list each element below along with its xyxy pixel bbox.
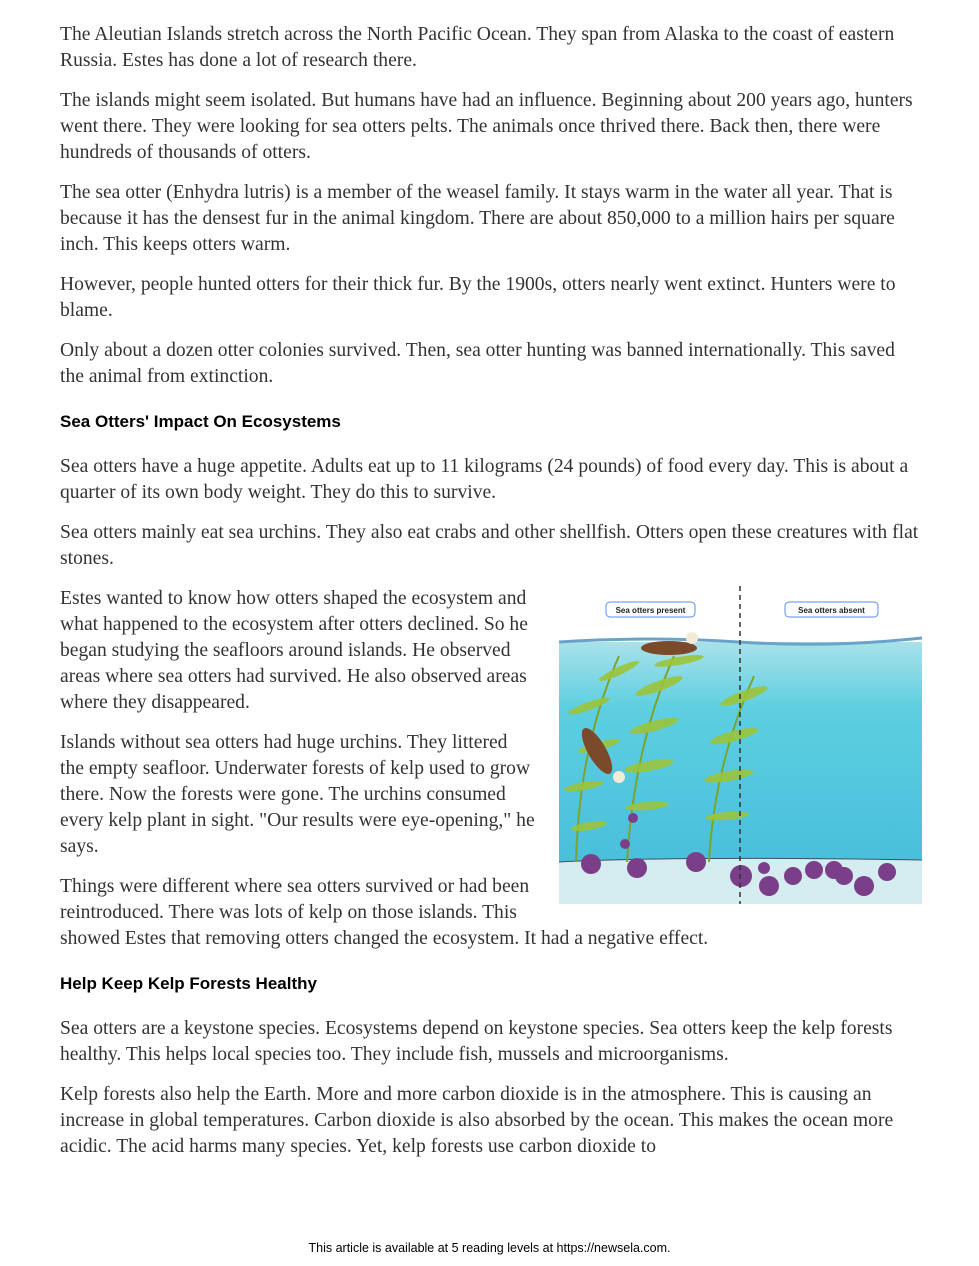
paragraph: The islands might seem isolated. But humans have had an influence. Beginning about 200 years ago, hunters went there. They were looking for sea otters pelts. The animals once thrived there. Back then, there were hundreds of thousands of otters.	[60, 90, 913, 163]
label-otters-absent: Sea otters absent	[798, 606, 865, 615]
kelp-forest-illustration	[559, 586, 922, 904]
page-footer: This article is available at 5 reading levels at https://newsela.com.	[308, 1241, 671, 1255]
paragraph: The sea otter (Enhydra lutris) is a member of the weasel family. It stays warm in the water all year. That is because it has the densest fur in the animal kingdom. There are about 850,000 to a million hairs per square inch. This keeps otters warm.	[60, 182, 895, 255]
paragraph: Sea otters are a keystone species. Ecosystems depend on keystone species. Sea otters keep the kelp forests healthy. This helps local species too. They include fish, mussels and microorganisms.	[60, 1018, 893, 1065]
paragraph: Sea otters mainly eat sea urchins. They also eat crabs and other shellfish. Otters open these creatures with flat stones.	[60, 522, 919, 569]
paragraph: Islands without sea otters had huge urchins. They littered the empty seafloor. Underwater forests of kelp used to grow there. Now the forests were gone. The urchins consumed every kelp plant in sight. "Our results were eye-opening," he says.	[60, 732, 535, 857]
article-body	[60, 22, 920, 1174]
section-heading: Help Keep Kelp Forests Healthy	[60, 974, 317, 993]
section-heading: Sea Otters' Impact On Ecosystems	[60, 412, 341, 431]
paragraph: Only about a dozen otter colonies survived. Then, sea otter hunting was banned internationally. This saved the animal from extinction.	[60, 340, 895, 387]
paragraph: Things were different where sea otters survived or had been reintroduced. There was lots of kelp on those islands. This showed Estes that removing otters changed the ecosystem. It had a negative effect.	[60, 876, 709, 949]
paragraph: The Aleutian Islands stretch across the North Pacific Ocean. They span from Alaska to the coast of eastern Russia. Estes has done a lot of research there.	[60, 24, 895, 71]
paragraph: However, people hunted otters for their thick fur. By the 1900s, otters nearly went extinct. Hunters were to blame.	[60, 274, 896, 321]
paragraph: Sea otters have a huge appetite. Adults eat up to 11 kilograms (24 pounds) of food every day. This is about a quarter of its own body weight. They do this to survive.	[60, 456, 909, 503]
paragraph: Estes wanted to know how otters shaped the ecosystem and what happened to the ecosystem after otters declined. So he began studying the seafloors around islands. He observed areas where sea otters had survived. He also observed areas where they disappeared.	[60, 588, 528, 713]
label-otters-present: Sea otters present	[615, 606, 686, 615]
paragraph: Kelp forests also help the Earth. More and more carbon dioxide is in the atmosphere. This is causing an increase in global temperatures. Carbon dioxide is also absorbed by the ocean. This makes the ocean more acidic. The acid harms many species. Yet, kelp forests use carbon dioxide to	[60, 1084, 894, 1157]
